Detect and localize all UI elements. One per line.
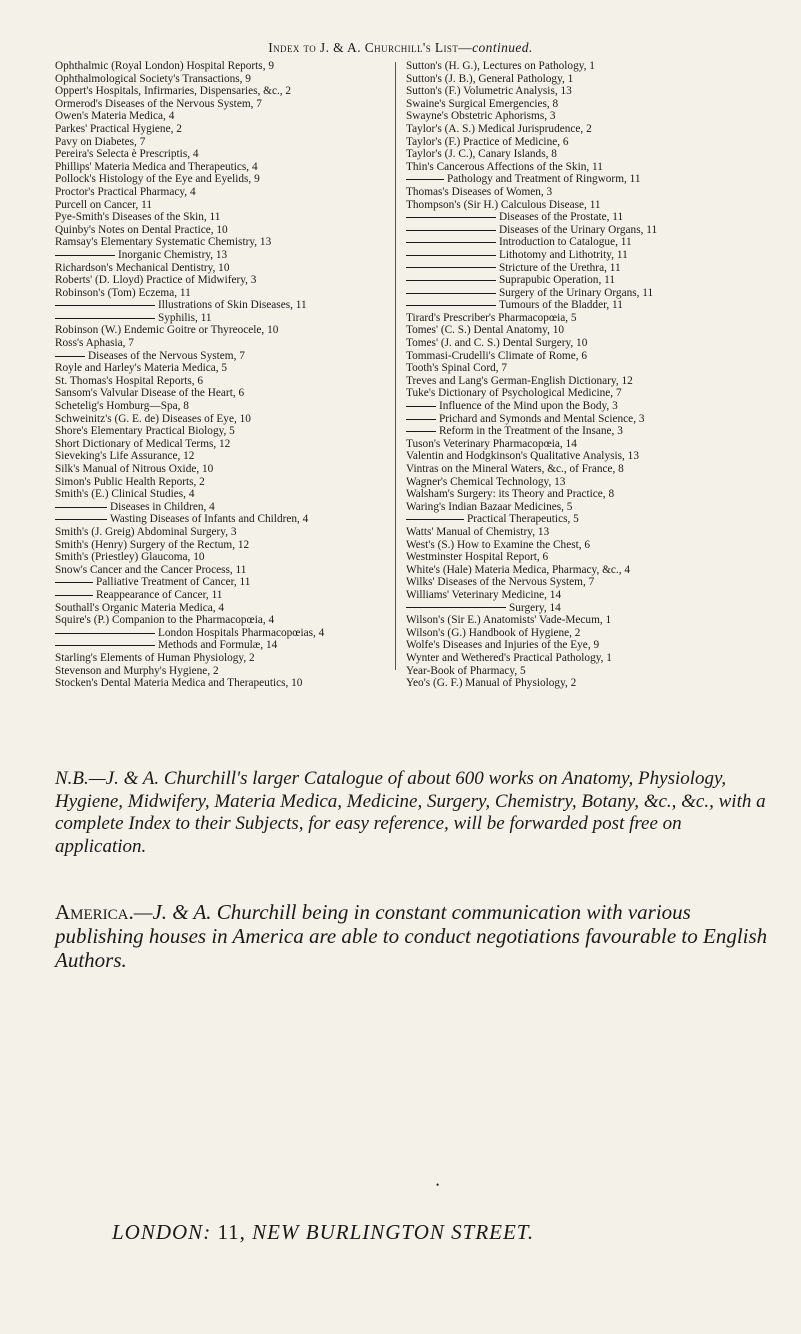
index-entry: Williams' Veterinary Medicine, 14	[406, 588, 562, 601]
index-entry: Smith's (E.) Clinical Studies, 4	[55, 488, 195, 501]
america-notice-lead: America.	[55, 900, 134, 924]
index-entry-continuation: Methods and Formulæ, 14	[55, 639, 385, 652]
index-entry: Tomes' (J. and C. S.) Dental Surgery, 10	[406, 337, 588, 350]
header-continued: continued.	[472, 40, 533, 55]
index-entry-continuation: Wasting Diseases of Infants and Children, 4	[55, 513, 385, 526]
index-entry: Ramsay's Elementary Systematic Chemistry, 13	[55, 236, 272, 249]
index-entry: Sieveking's Life Assurance, 12	[55, 450, 195, 463]
index-entry: Waring's Indian Bazaar Medicines, 5	[406, 500, 573, 513]
index-entry: Oppert's Hospitals, Infirmaries, Dispensaries, &c., 2	[55, 85, 292, 98]
index-entry-continuation: Diseases of the Prostate, 11	[406, 211, 751, 224]
index-entry-continuation: Influence of the Mind upon the Body, 3	[406, 400, 751, 413]
index-entry: Robinson's (Tom) Eczema, 11	[55, 286, 191, 299]
index-entry: Smith's (Henry) Surgery of the Rectum, 12	[55, 538, 250, 551]
page-header	[0, 40, 801, 56]
index-entry-continuation: Reappearance of Cancer, 11	[55, 589, 385, 602]
index-entry: Stocken's Dental Materia Medica and Therapeutics, 10	[55, 677, 303, 690]
index-entry: Tommasi-Crudelli's Climate of Rome, 6	[406, 349, 588, 362]
ditto-dash	[406, 519, 464, 520]
index-entry-continuation: Prichard and Symonds and Mental Science, 3	[406, 413, 751, 426]
index-entry-continuation: Suprapubic Operation, 11	[406, 274, 751, 287]
index-entry: Vintras on the Mineral Waters, &c., of France, 8	[406, 463, 624, 475]
index-entry: Tuke's Dictionary of Psychological Medicine, 7	[406, 387, 622, 400]
footer-number: 11,	[217, 1220, 246, 1244]
ditto-dash	[55, 255, 115, 256]
index-entry: Wynter and Wethered's Practical Pathology, 1	[406, 651, 612, 664]
catalogue-notice: N.B.—J. & A. Churchill's larger Catalogue of about 600 works on Anatomy, Physiology, Hygiene, Midwifery, Materia Medica, Medicine, Surgery, Chemistry, Botany, &c., &c., with a complete Index to their Subjects, for easy reference, will be forwarded post free on application.	[55, 768, 766, 857]
index-entry: Smith's (Priestley) Glaucoma, 10	[55, 551, 205, 564]
index-entry: Phillips' Materia Medica and Therapeutics, 4	[55, 160, 258, 173]
index-entry: West's (S.) How to Examine the Chest, 6	[406, 538, 591, 551]
america-notice-text: —J. & A. Churchill being in constant communication with various publishing houses in America are able to conduct negotiations favourable to English Authors.	[55, 900, 768, 972]
index-entry: Tirard's Prescriber's Pharmacopœia, 5	[406, 311, 577, 324]
index-entry: Pavy on Diabetes, 7	[55, 135, 146, 148]
index-entry-continuation: Surgery of the Urinary Organs, 11	[406, 287, 751, 300]
index-entry: Quinby's Notes on Dental Practice, 10	[55, 223, 228, 236]
index-entry: Year-Book of Pharmacy, 5	[406, 664, 526, 677]
publisher-address-footer	[112, 1220, 732, 1245]
index-entry: Tooth's Spinal Cord, 7	[406, 362, 508, 375]
index-entry: Wilks' Diseases of the Nervous System, 7	[406, 576, 595, 589]
index-entry: Ross's Aphasia, 7	[55, 337, 134, 350]
ditto-dash	[406, 607, 506, 608]
index-entry: Tuson's Veterinary Pharmacopœia, 14	[406, 437, 577, 450]
ditto-dash	[55, 305, 155, 306]
index-entry: Treves and Lang's German-English Dictionary, 12	[406, 374, 633, 387]
ditto-dash	[406, 179, 444, 180]
index-entry: Roberts' (D. Lloyd) Practice of Midwifery, 3	[55, 274, 257, 287]
index-entry: Silk's Manual of Nitrous Oxide, 10	[55, 463, 214, 475]
index-entry: St. Thomas's Hospital Reports, 6	[55, 374, 204, 387]
ditto-dash	[55, 633, 155, 634]
index-entry: Snow's Cancer and the Cancer Process, 11	[55, 563, 247, 576]
index-entry: Sutton's (J. B.), General Pathology, 1	[406, 72, 574, 85]
index-entry: Ormerod's Diseases of the Nervous System, 7	[55, 97, 262, 110]
index-entry: Taylor's (A. S.) Medical Jurisprudence, 2	[406, 122, 592, 135]
index-entry: Valentin and Hodgkinson's Qualitative Analysis, 13	[406, 450, 639, 463]
footer-city: LONDON:	[112, 1220, 212, 1244]
index-entry: Starling's Elements of Human Physiology, 2	[55, 651, 255, 664]
index-entry: Shore's Elementary Practical Biology, 5	[55, 425, 235, 438]
footer-street: NEW BURLINGTON STREET.	[252, 1220, 535, 1244]
index-entry: Pollock's Histology of the Eye and Eyelids, 9	[55, 173, 260, 186]
index-entry-continuation: Reform in the Treatment of the Insane, 3	[406, 425, 751, 438]
index-entry-continuation: Palliative Treatment of Cancer, 11	[55, 576, 385, 589]
index-entry: White's (Hale) Materia Medica, Pharmacy, &c., 4	[406, 563, 631, 576]
print-speck: •	[436, 1180, 440, 1190]
ditto-dash	[55, 582, 93, 583]
index-entry: Pereira's Selecta è Prescriptis, 4	[55, 148, 199, 161]
ditto-dash	[406, 230, 496, 231]
ditto-dash	[406, 280, 496, 281]
index-entry-continuation: Inorganic Chemistry, 13	[55, 249, 385, 262]
ditto-dash	[55, 519, 107, 520]
index-entry-continuation: Diseases in Children, 4	[55, 501, 385, 514]
index-entry: Southall's Organic Materia Medica, 4	[55, 601, 225, 614]
ditto-dash	[406, 419, 436, 420]
index-entry-continuation: Pathology and Treatment of Ringworm, 11	[406, 173, 751, 186]
ditto-dash	[406, 305, 496, 306]
index-entry-continuation: Diseases of the Nervous System, 7	[55, 350, 385, 363]
index-entry: Schetelig's Homburg—Spa, 8	[55, 400, 189, 413]
ditto-dash	[55, 318, 155, 319]
index-entry-continuation: Stricture of the Urethra, 11	[406, 262, 751, 275]
index-entry: Smith's (J. Greig) Abdominal Surgery, 3	[55, 525, 237, 538]
index-entry: Wolfe's Diseases and Injuries of the Eye, 9	[406, 639, 600, 652]
index-entry: Sutton's (H. G.), Lectures on Pathology, 1	[406, 60, 595, 72]
index-entry-continuation: Illustrations of Skin Diseases, 11	[55, 299, 385, 312]
ditto-dash	[406, 217, 496, 218]
index-entry: Ophthalmological Society's Transactions, 9	[55, 72, 251, 85]
index-entry: Thin's Cancerous Affections of the Skin, 11	[406, 160, 603, 173]
index-entry: Taylor's (J. C.), Canary Islands, 8	[406, 148, 557, 161]
ditto-dash	[406, 406, 436, 407]
index-entry-continuation: Lithotomy and Lithotrity, 11	[406, 249, 751, 262]
index-entry: Yeo's (G. F.) Manual of Physiology, 2	[406, 677, 577, 690]
index-entry-continuation: Syphilis, 11	[55, 312, 385, 325]
index-column-right	[406, 60, 751, 690]
index-entry: Ophthalmic (Royal London) Hospital Reports, 9	[55, 60, 275, 72]
ditto-dash	[406, 255, 496, 256]
index-entry: Richardson's Mechanical Dentistry, 10	[55, 261, 230, 274]
index-entry: Parkes' Practical Hygiene, 2	[55, 122, 182, 135]
index-entry-continuation: Surgery, 14	[406, 602, 751, 615]
index-entry: Thomas's Diseases of Women, 3	[406, 185, 553, 198]
index-entry: Taylor's (F.) Practice of Medicine, 6	[406, 135, 569, 148]
index-entry: Wilson's (G.) Handbook of Hygiene, 2	[406, 626, 581, 639]
ditto-dash	[55, 645, 155, 646]
ditto-dash	[406, 267, 496, 268]
america-notice	[55, 900, 775, 972]
index-entry-continuation: London Hospitals Pharmacopœias, 4	[55, 627, 385, 640]
index-entry: Proctor's Practical Pharmacy, 4	[55, 185, 196, 198]
index-entry: Watts' Manual of Chemistry, 13	[406, 525, 550, 538]
index-entry: Simon's Public Health Reports, 2	[55, 475, 205, 488]
column-divider	[395, 62, 396, 670]
index-entry: Royle and Harley's Materia Medica, 5	[55, 362, 228, 375]
index-entry: Swayne's Obstetric Aphorisms, 3	[406, 110, 556, 123]
index-entry: Robinson (W.) Endemic Goitre or Thyreocele, 10	[55, 324, 279, 337]
ditto-dash	[55, 507, 107, 508]
ditto-dash	[406, 431, 436, 432]
index-entry: Tomes' (C. S.) Dental Anatomy, 10	[406, 324, 565, 337]
index-entry-continuation: Introduction to Catalogue, 11	[406, 236, 751, 249]
index-entry: Stevenson and Murphy's Hygiene, 2	[55, 664, 219, 677]
ditto-dash	[406, 293, 496, 294]
index-entry-continuation: Diseases of the Urinary Organs, 11	[406, 224, 751, 237]
index-entry: Owen's Materia Medica, 4	[55, 110, 175, 123]
header-title: Index to J. & A. Churchill's List—	[268, 40, 473, 55]
index-entry: Swaine's Surgical Emergencies, 8	[406, 97, 559, 110]
index-entry: Pye-Smith's Diseases of the Skin, 11	[55, 211, 221, 224]
ditto-dash	[55, 356, 85, 357]
index-entry: Thompson's (Sir H.) Calculous Disease, 11	[406, 198, 601, 211]
index-entry: Purcell on Cancer, 11	[55, 198, 153, 211]
index-entry: Walsham's Surgery: its Theory and Practice, 8	[406, 488, 615, 501]
index-entry: Wilson's (Sir E.) Anatomists' Vade-Mecum, 1	[406, 614, 612, 627]
index-entry-continuation: Practical Therapeutics, 5	[406, 513, 751, 526]
index-entry: Schweinitz's (G. E. de) Diseases of Eye, 10	[55, 412, 251, 425]
index-column-left	[55, 60, 385, 690]
ditto-dash	[55, 595, 93, 596]
index-entry: Sutton's (F.) Volumetric Analysis, 13	[406, 85, 572, 98]
index-entry-continuation: Tumours of the Bladder, 11	[406, 299, 751, 312]
ditto-dash	[406, 242, 496, 243]
index-entry: Wagner's Chemical Technology, 13	[406, 475, 566, 488]
index-entry: Squire's (P.) Companion to the Pharmacopœia, 4	[55, 614, 275, 627]
index-entry: Short Dictionary of Medical Terms, 12	[55, 437, 231, 450]
index-entry: Westminster Hospital Report, 6	[406, 551, 549, 564]
index-entry: Sansom's Valvular Disease of the Heart, 6	[55, 387, 245, 400]
